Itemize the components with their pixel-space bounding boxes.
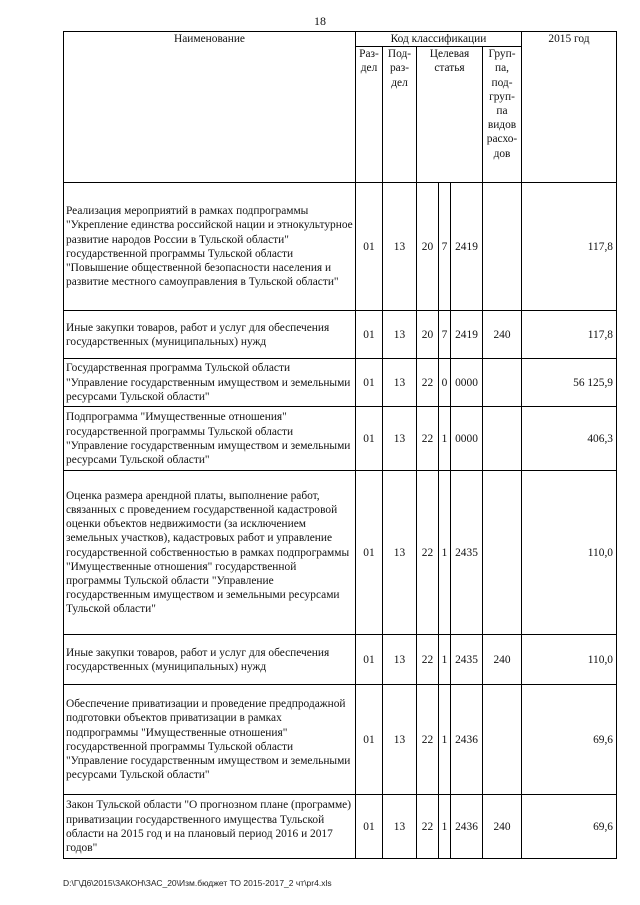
header-subsection xyxy=(383,47,417,183)
header-expense-group-line: дов xyxy=(493,147,511,160)
header-expense-group-line: па xyxy=(496,105,508,118)
row-expense-group xyxy=(483,183,522,311)
row-amount: 117,8 xyxy=(522,183,617,311)
row-subsection: 13 xyxy=(383,311,417,359)
row-section: 01 xyxy=(356,311,383,359)
row-target-direction: 2435 xyxy=(451,471,483,635)
row-amount: 110,0 xyxy=(522,471,617,635)
header-target-article-line: Целевая xyxy=(429,48,470,61)
row-name: Государственная программа Тульской области "Управление государственным имуществом и земельными ресурсами Тульской области" xyxy=(64,359,356,407)
row-name: Оценка размера арендной платы, выполнение работ, связанных с проведением государственной кадастровой оценки объектов недвижимости (за исключением земельных участков), кадастровых работ и управление государственной собственностью в рамках подпрограммы "Имущественные отношения" государственной программы Тульской области "Управление государственным имуществом и земельными ресурсами Тульской области" xyxy=(64,471,356,635)
header-subsection-line: дел xyxy=(391,76,408,89)
row-amount: 69,6 xyxy=(522,795,617,859)
row-target-direction: 2435 xyxy=(451,635,483,685)
row-target-direction: 2436 xyxy=(451,795,483,859)
row-name: Иные закупки товаров, работ и услуг для обеспечения государственных (муниципальных) нужд xyxy=(64,311,356,359)
table-row xyxy=(64,635,617,685)
header-expense-group-line: под- xyxy=(491,76,513,89)
row-target-program: 20 xyxy=(417,311,439,359)
row-name: Подпрограмма "Имущественные отношения" государственной программы Тульской области "Управление государственным имуществом и земельными ресурсами Тульской области" xyxy=(64,407,356,471)
header-name: Наименование xyxy=(64,32,356,183)
row-expense-group: 240 xyxy=(483,795,522,859)
row-name: Иные закупки товаров, работ и услуг для обеспечения государственных (муниципальных) нужд xyxy=(64,635,356,685)
row-subsection: 13 xyxy=(383,471,417,635)
row-section: 01 xyxy=(356,471,383,635)
row-expense-group: 240 xyxy=(483,635,522,685)
header-expense-group-line: Груп- xyxy=(488,48,516,61)
row-target-program: 22 xyxy=(417,407,439,471)
row-target-program: 22 xyxy=(417,471,439,635)
header-target-article-line: статья xyxy=(434,62,465,75)
row-subsection: 13 xyxy=(383,685,417,795)
row-amount: 110,0 xyxy=(522,635,617,685)
header-year: 2015 год xyxy=(522,32,617,183)
header-section xyxy=(356,47,383,183)
header-target-article xyxy=(417,47,483,183)
table-row xyxy=(64,795,617,859)
header-section-line: Раз- xyxy=(359,48,379,61)
row-target-subprogram: 7 xyxy=(439,311,451,359)
row-expense-group xyxy=(483,407,522,471)
header-subsection-line: Под- xyxy=(387,48,412,61)
header-expense-group-line: па, xyxy=(495,62,509,75)
row-amount: 406,3 xyxy=(522,407,617,471)
row-expense-group: 240 xyxy=(483,311,522,359)
row-target-direction: 0000 xyxy=(451,359,483,407)
row-target-subprogram: 1 xyxy=(439,635,451,685)
header-section-line: дел xyxy=(360,62,378,75)
row-section: 01 xyxy=(356,635,383,685)
row-section: 01 xyxy=(356,407,383,471)
page-number: 18 xyxy=(314,14,326,28)
row-section: 01 xyxy=(356,183,383,311)
row-subsection: 13 xyxy=(383,359,417,407)
row-subsection: 13 xyxy=(383,795,417,859)
table-row xyxy=(64,359,617,407)
table-row xyxy=(64,183,617,311)
table-row xyxy=(64,311,617,359)
header-expense-group xyxy=(483,47,522,183)
row-subsection: 13 xyxy=(383,635,417,685)
header-subsection-line: раз- xyxy=(389,62,410,75)
row-target-direction: 2419 xyxy=(451,183,483,311)
header-expense-group-line: груп- xyxy=(489,90,515,103)
row-target-subprogram: 7 xyxy=(439,183,451,311)
row-section: 01 xyxy=(356,795,383,859)
table-row xyxy=(64,407,617,471)
row-name: Обеспечение приватизации и проведение предпродажной подготовки объектов приватизации в рамках подпрограммы "Имущественные отношения" государственной программы Тульской области "Управление государственным имуществом и земельными ресурсами Тульской области" xyxy=(64,685,356,795)
header-row-top xyxy=(64,32,617,47)
row-target-subprogram: 1 xyxy=(439,407,451,471)
row-target-program: 22 xyxy=(417,635,439,685)
row-subsection: 13 xyxy=(383,407,417,471)
header-classification: Код классификации xyxy=(356,32,522,47)
row-target-program: 22 xyxy=(417,685,439,795)
row-amount: 69,6 xyxy=(522,685,617,795)
header-expense-group-line: расхо- xyxy=(486,133,518,146)
row-name: Закон Тульской области "О прогнозном плане (программе) приватизации государственного имущества Тульской области на 2015 год и на плановый период 2016 и 2017 годов" xyxy=(64,795,356,859)
row-amount: 56 125,9 xyxy=(522,359,617,407)
row-target-direction: 0000 xyxy=(451,407,483,471)
budget-table xyxy=(63,31,617,859)
row-subsection: 13 xyxy=(383,183,417,311)
row-section: 01 xyxy=(356,359,383,407)
row-section: 01 xyxy=(356,685,383,795)
table-row xyxy=(64,471,617,635)
row-target-direction: 2419 xyxy=(451,311,483,359)
row-expense-group xyxy=(483,471,522,635)
file-path-footer: D:\Г\Д6\2015\ЗАКОН\ЗАС_20\Изм.бюджет ТО 2015-2017_2 чт\pr4.xls xyxy=(63,878,332,888)
row-target-program: 22 xyxy=(417,359,439,407)
row-target-subprogram: 1 xyxy=(439,471,451,635)
row-target-subprogram: 0 xyxy=(439,359,451,407)
row-name: Реализация мероприятий в рамках подпрограммы "Укрепление единства российской нации и этнокультурное развитие народов России в Тульской области" государственной программы Тульской области "Повышение общественной безопасности населения и развитие местного самоуправления в Тульской области" xyxy=(64,183,356,311)
table-row xyxy=(64,685,617,795)
row-target-program: 20 xyxy=(417,183,439,311)
row-target-program: 22 xyxy=(417,795,439,859)
header-expense-group-line: видов xyxy=(487,119,517,132)
row-amount: 117,8 xyxy=(522,311,617,359)
row-expense-group xyxy=(483,685,522,795)
row-target-direction: 2436 xyxy=(451,685,483,795)
row-target-subprogram: 1 xyxy=(439,685,451,795)
row-expense-group xyxy=(483,359,522,407)
row-target-subprogram: 1 xyxy=(439,795,451,859)
